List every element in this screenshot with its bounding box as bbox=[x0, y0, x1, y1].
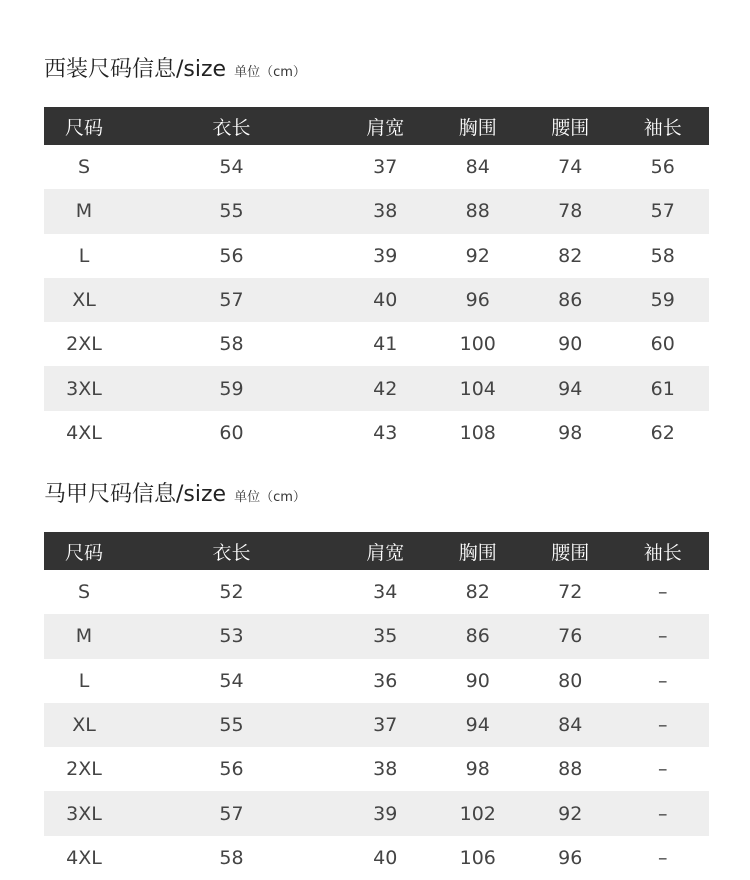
table-row bbox=[44, 703, 709, 747]
cell-waist: 74 bbox=[558, 156, 583, 179]
cell-waist: 82 bbox=[558, 244, 583, 267]
cell-size: 2XL bbox=[66, 333, 102, 356]
table-row bbox=[44, 145, 709, 189]
cell-shoulder: 40 bbox=[373, 846, 398, 869]
cell-shoulder: 38 bbox=[373, 758, 398, 781]
header-length: 衣长 bbox=[124, 532, 339, 570]
cell-sleeve: – bbox=[658, 758, 668, 781]
header-shoulder: 肩宽 bbox=[339, 532, 432, 570]
cell-shoulder: 39 bbox=[339, 791, 432, 835]
cell-size: M bbox=[44, 189, 124, 233]
cell-waist: 78 bbox=[524, 189, 617, 233]
cell-shoulder: 35 bbox=[339, 614, 432, 658]
header-size: 尺码 bbox=[44, 107, 124, 145]
cell-size: L bbox=[78, 244, 90, 267]
table-row bbox=[44, 366, 709, 410]
header-waist: 腰围 bbox=[524, 532, 617, 570]
suit-title-text: 西装尺码信息/size bbox=[44, 57, 227, 82]
table-header-row bbox=[44, 107, 709, 145]
cell-sleeve: – bbox=[617, 791, 710, 835]
cell-length: 54 bbox=[219, 669, 244, 692]
cell-waist: 80 bbox=[558, 669, 583, 692]
header-chest: 胸围 bbox=[432, 107, 525, 145]
cell-waist: 88 bbox=[558, 758, 583, 781]
cell-shoulder: 34 bbox=[373, 581, 398, 604]
cell-shoulder: 42 bbox=[339, 366, 432, 410]
header-shoulder: 肩宽 bbox=[339, 107, 432, 145]
cell-shoulder: 37 bbox=[373, 156, 398, 179]
suit-unit-label: 单位（cm） bbox=[234, 65, 306, 80]
table-row bbox=[44, 189, 709, 233]
cell-size: S bbox=[77, 156, 91, 179]
cell-chest: 98 bbox=[465, 758, 490, 781]
cell-size: 4XL bbox=[66, 421, 102, 444]
table-header-row bbox=[44, 532, 709, 570]
cell-sleeve: 58 bbox=[650, 244, 675, 267]
table-row bbox=[44, 570, 709, 614]
cell-chest: 88 bbox=[432, 189, 525, 233]
cell-sleeve: – bbox=[617, 614, 710, 658]
cell-length: 54 bbox=[219, 156, 244, 179]
cell-chest: 92 bbox=[465, 244, 490, 267]
cell-waist: 86 bbox=[524, 278, 617, 322]
vest-title-text: 马甲尺码信息/size bbox=[44, 482, 227, 507]
table-row bbox=[44, 836, 709, 880]
cell-size: M bbox=[44, 614, 124, 658]
cell-chest: 108 bbox=[459, 421, 496, 444]
cell-chest: 100 bbox=[459, 333, 496, 356]
cell-chest: 84 bbox=[465, 156, 490, 179]
cell-chest: 104 bbox=[432, 366, 525, 410]
cell-length: 53 bbox=[124, 614, 339, 658]
header-length: 衣长 bbox=[124, 107, 339, 145]
cell-waist: 98 bbox=[558, 421, 583, 444]
cell-length: 56 bbox=[219, 244, 244, 267]
cell-waist: 96 bbox=[558, 846, 583, 869]
cell-size: L bbox=[78, 669, 90, 692]
header-waist: 腰围 bbox=[524, 107, 617, 145]
cell-length: 55 bbox=[124, 189, 339, 233]
cell-chest: 94 bbox=[432, 703, 525, 747]
cell-length: 57 bbox=[124, 791, 339, 835]
cell-chest: 102 bbox=[432, 791, 525, 835]
table-row bbox=[44, 659, 709, 703]
cell-length: 56 bbox=[219, 758, 244, 781]
header-size: 尺码 bbox=[44, 532, 124, 570]
header-chest: 胸围 bbox=[432, 532, 525, 570]
cell-sleeve: 56 bbox=[650, 156, 675, 179]
cell-sleeve: – bbox=[658, 581, 668, 604]
cell-length: 58 bbox=[219, 846, 244, 869]
vest-unit-label: 单位（cm） bbox=[234, 490, 306, 505]
cell-chest: 106 bbox=[459, 846, 496, 869]
table-row bbox=[44, 411, 709, 455]
table-row bbox=[44, 747, 709, 791]
cell-length: 59 bbox=[124, 366, 339, 410]
cell-sleeve: 62 bbox=[650, 421, 675, 444]
cell-size: XL bbox=[44, 278, 124, 322]
table-row bbox=[44, 791, 709, 835]
cell-shoulder: 39 bbox=[373, 244, 398, 267]
table-row bbox=[44, 322, 709, 366]
cell-waist: 90 bbox=[558, 333, 583, 356]
cell-size: 2XL bbox=[66, 758, 102, 781]
cell-length: 58 bbox=[219, 333, 244, 356]
cell-size: S bbox=[77, 581, 91, 604]
table-row bbox=[44, 278, 709, 322]
cell-shoulder: 40 bbox=[339, 278, 432, 322]
cell-shoulder: 43 bbox=[373, 421, 398, 444]
cell-size: 3XL bbox=[44, 366, 124, 410]
cell-chest: 90 bbox=[465, 669, 490, 692]
cell-waist: 72 bbox=[558, 581, 583, 604]
cell-waist: 76 bbox=[524, 614, 617, 658]
cell-length: 52 bbox=[219, 581, 244, 604]
vest-size-table bbox=[44, 532, 709, 880]
suit-size-title bbox=[44, 52, 306, 83]
cell-size: XL bbox=[44, 703, 124, 747]
cell-sleeve: 57 bbox=[617, 189, 710, 233]
cell-length: 55 bbox=[124, 703, 339, 747]
vest-size-title bbox=[44, 477, 306, 508]
cell-size: 4XL bbox=[66, 846, 102, 869]
cell-sleeve: 60 bbox=[650, 333, 675, 356]
cell-chest: 82 bbox=[465, 581, 490, 604]
cell-shoulder: 41 bbox=[373, 333, 398, 356]
cell-sleeve: 61 bbox=[617, 366, 710, 410]
table-row bbox=[44, 614, 709, 658]
header-sleeve: 袖长 bbox=[617, 532, 710, 570]
table-row bbox=[44, 234, 709, 278]
cell-length: 57 bbox=[124, 278, 339, 322]
cell-size: 3XL bbox=[44, 791, 124, 835]
cell-chest: 96 bbox=[432, 278, 525, 322]
cell-sleeve: – bbox=[617, 703, 710, 747]
cell-shoulder: 37 bbox=[339, 703, 432, 747]
cell-sleeve: – bbox=[658, 669, 668, 692]
cell-sleeve: – bbox=[658, 846, 668, 869]
cell-length: 60 bbox=[219, 421, 244, 444]
cell-shoulder: 38 bbox=[339, 189, 432, 233]
header-sleeve: 袖长 bbox=[617, 107, 710, 145]
cell-waist: 94 bbox=[524, 366, 617, 410]
cell-waist: 92 bbox=[524, 791, 617, 835]
cell-shoulder: 36 bbox=[373, 669, 398, 692]
cell-chest: 86 bbox=[432, 614, 525, 658]
cell-sleeve: 59 bbox=[617, 278, 710, 322]
cell-waist: 84 bbox=[524, 703, 617, 747]
suit-size-table bbox=[44, 107, 709, 455]
